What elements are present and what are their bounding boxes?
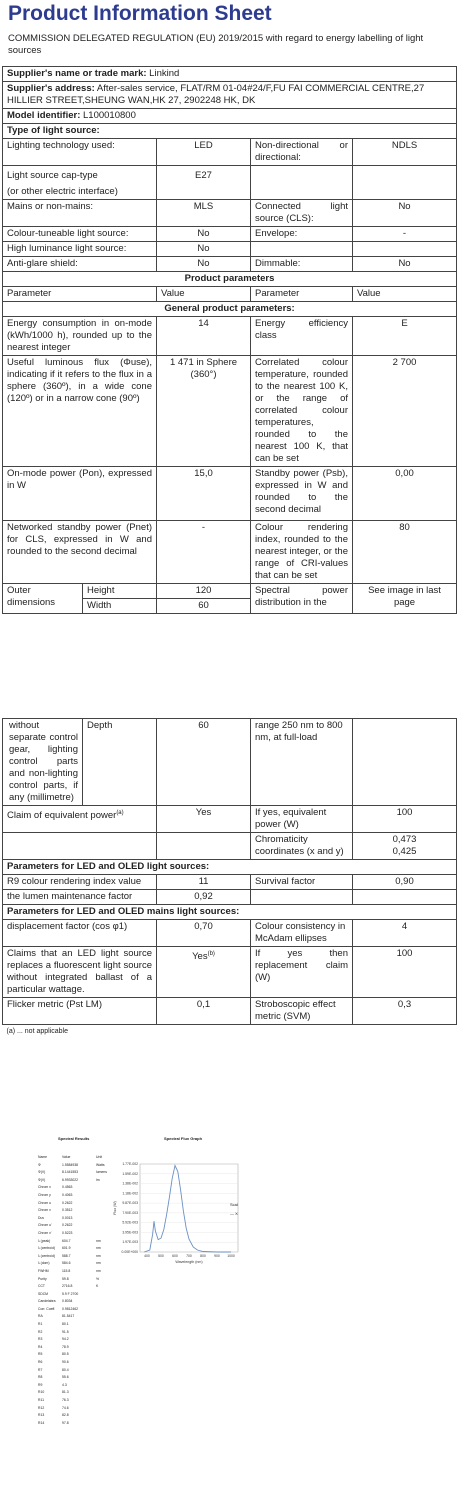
y-tick-label: 1.97E-003 [122, 1240, 138, 1245]
cell: Colour-tuneable light source: [3, 227, 157, 242]
cell: 0,425 [392, 846, 417, 857]
results-cell: K [96, 1284, 99, 1289]
cell: Lighting technology used: [3, 139, 157, 166]
results-row [38, 1412, 110, 1420]
cell: Yes [157, 806, 251, 833]
cell: - [353, 227, 457, 242]
results-cell: 584.6 [62, 1261, 71, 1266]
results-cell: 97.8 [62, 1420, 69, 1425]
results-cell: Purity [38, 1276, 47, 1281]
results-cell: 0.8034 [62, 1299, 73, 1304]
y-tick-label: 0.00E+000 [121, 1250, 138, 1254]
cell: 80 [353, 521, 457, 584]
results-cell: RA [38, 1314, 43, 1319]
results-row [38, 1238, 110, 1246]
cell: 100 [353, 947, 457, 998]
cell: 2 700 [353, 356, 457, 467]
results-cell: 2716.8 [62, 1284, 73, 1289]
results-cell [96, 1222, 110, 1230]
cell: Colour consistency in McAdam ellipses [251, 920, 353, 947]
results-cell: Chrom y [38, 1192, 51, 1197]
results-row [38, 1405, 110, 1413]
mains-params-header: Parameters for LED and OLED mains light sources: [3, 905, 457, 920]
spectral-results-title: Spectral Results [58, 1136, 90, 1141]
results-cell: FWHM [38, 1268, 49, 1273]
cell: Connected light source (CLS): [251, 200, 353, 227]
x-tick-label: 1000 [227, 1254, 235, 1258]
results-cell [96, 1215, 110, 1223]
results-row [38, 1329, 110, 1337]
page-title: Product Information Sheet [8, 2, 272, 25]
x-axis-label: Wavelength (nm) [175, 1260, 203, 1264]
results-row [38, 1184, 110, 1192]
results-cell [96, 1351, 110, 1359]
cell: Energy consumption in on-mode (kWh/1000 h), rounded up to the nearest integer [3, 317, 157, 356]
cell: Non-directional or directional: [251, 139, 353, 166]
results-cell: Φ [38, 1162, 41, 1167]
supplier-name: Linkind [149, 68, 180, 79]
results-cell: 601.9 [62, 1246, 71, 1251]
results-row [38, 1298, 110, 1306]
results-cell: Value [62, 1155, 71, 1159]
table-row [3, 947, 457, 998]
y-tick-label: 1.18E-002 [122, 1191, 138, 1196]
cell: If yes then replacement claim (W) [251, 947, 353, 998]
supplier-row [3, 67, 457, 82]
cell: Yes [192, 951, 208, 963]
cell: 0,00 [353, 467, 457, 521]
cell: 11 [157, 875, 251, 890]
results-cell [96, 1367, 110, 1375]
regulation-text: COMMISSION DELEGATED REGULATION (EU) 2019/2015 with regard to energy labelling of light sources [8, 33, 424, 56]
table-row [3, 920, 457, 947]
cell: Useful luminous flux (Φuse), indicating if it refers to the flux in a sphere (360º), in a wide cone (120º) or in a narrow cone (90º) [3, 356, 157, 467]
results-cell: Candelabra [38, 1299, 56, 1304]
results-cell: 82.8 [62, 1413, 69, 1418]
results-row [38, 1306, 110, 1314]
results-row [38, 1351, 110, 1359]
table-row [3, 200, 457, 227]
cell: Claim of equivalent power [7, 810, 117, 822]
results-cell: R10 [38, 1390, 45, 1395]
results-row [38, 1344, 110, 1352]
results-row [38, 1374, 110, 1382]
cell: Standby power (Psb), expressed in W and rounded to the second decimal [251, 467, 353, 521]
supplier-address-label: Supplier's address: [7, 83, 95, 94]
results-cell: lm [96, 1177, 100, 1182]
results-cell [96, 1298, 110, 1306]
cell: 60 [157, 599, 251, 614]
cell: E [353, 317, 457, 356]
cell: No [157, 257, 251, 272]
results-cell [96, 1192, 110, 1200]
results-cell: λ (dom) [38, 1261, 50, 1266]
results-row [38, 1268, 110, 1276]
results-cell: R6 [38, 1360, 43, 1365]
address-row [3, 82, 457, 109]
results-cell: R7 [38, 1367, 43, 1372]
product-params-header: Product parameters [3, 272, 457, 287]
cell: High luminance light source: [3, 242, 157, 257]
model-label: Model identifier: [7, 110, 81, 121]
results-cell: 74.6 [62, 1405, 69, 1410]
y-tick-label: 7.90E-003 [122, 1210, 138, 1215]
results-row [38, 1230, 110, 1238]
results-cell: λ (centroid) [38, 1253, 55, 1258]
results-row [38, 1276, 110, 1284]
table-row [3, 806, 457, 833]
results-cell: 1.5584938 [62, 1162, 79, 1167]
table-row [3, 227, 457, 242]
results-row [38, 1169, 110, 1177]
led-params-header: Parameters for LED and OLED light sources: [3, 860, 457, 875]
results-cell: 81.5417 [62, 1314, 75, 1319]
results-cell: nm [96, 1238, 101, 1243]
y-tick-label: 1.77E-002 [122, 1162, 138, 1166]
legend-entry: — X [230, 1211, 238, 1216]
results-cell [96, 1306, 110, 1314]
cell: 0,1 [157, 998, 251, 1025]
cell: No [353, 257, 457, 272]
results-row [38, 1389, 110, 1397]
info-table-continued [2, 718, 457, 1039]
type-header: Type of light source: [3, 124, 457, 139]
table-row [3, 356, 457, 467]
table-row [3, 998, 457, 1025]
results-row [38, 1382, 110, 1390]
cell: (or other electric interface) [7, 186, 118, 197]
col-header: Parameter [3, 287, 157, 302]
cell: Survival factor [251, 875, 353, 890]
results-cell [96, 1313, 110, 1321]
results-cell: R3 [38, 1337, 43, 1342]
results-cell: nm [96, 1253, 101, 1258]
cell: Height [83, 584, 157, 599]
cell: - [157, 521, 251, 584]
x-tick-label: 900 [214, 1254, 220, 1258]
legend-title: Scal [230, 1202, 238, 1207]
x-tick-label: 600 [172, 1254, 178, 1258]
results-cell: 59.8 [62, 1276, 69, 1281]
results-cell: CCT [38, 1284, 45, 1289]
results-cell: Chrom u' [38, 1223, 52, 1228]
results-cell [96, 1397, 110, 1405]
results-header-row [38, 1154, 110, 1162]
model-row [3, 109, 457, 124]
table-row [3, 317, 457, 356]
cell: Networked standby power (Pnet) for CLS, expressed in W and rounded to the second decimal [3, 521, 157, 584]
results-cell: R12 [38, 1405, 45, 1410]
results-cell [96, 1207, 110, 1215]
results-cell [96, 1336, 110, 1344]
results-row [38, 1162, 110, 1170]
spectral-image [34, 1136, 244, 1498]
results-cell: Φ(V) [38, 1177, 46, 1182]
general-params-header: General product parameters: [3, 302, 457, 317]
results-row [38, 1200, 110, 1208]
results-cell [96, 1344, 110, 1352]
results-cell: 91.5 [62, 1329, 69, 1334]
results-row [38, 1253, 110, 1261]
results-cell: 0.2622 [62, 1223, 73, 1228]
table-row [3, 166, 457, 200]
table-section-2 [0, 718, 458, 1100]
results-cell: nm [96, 1246, 101, 1251]
cell: LED [157, 139, 251, 166]
results-cell: 115.8 [62, 1268, 71, 1273]
results-cell: nm [96, 1268, 101, 1273]
results-cell [96, 1184, 110, 1192]
results-row [38, 1192, 110, 1200]
table-section-1 [0, 0, 458, 688]
results-cell: 76.3 [62, 1398, 69, 1402]
results-cell [96, 1291, 110, 1299]
results-cell [96, 1412, 110, 1420]
table-row [3, 242, 457, 257]
results-cell: 80.5 [62, 1352, 69, 1357]
supplier-address: After-sales service, FLAT/RM 01-04#24/F,FU FAI COMMERCIAL CENTRE,27 HILLIER STREET,SHEUNG WAN,HK 27, 2902248 HK, DK [7, 83, 425, 106]
results-cell: 94.2 [62, 1337, 69, 1342]
table-row [3, 875, 457, 890]
results-cell [96, 1321, 110, 1329]
footnote: (a) ... not applicable [6, 1028, 68, 1035]
results-cell: R5 [38, 1352, 43, 1357]
results-cell: R14 [38, 1420, 45, 1425]
superscript: (a) [116, 810, 124, 816]
y-tick-label: 9.87E-003 [122, 1201, 138, 1206]
results-cell: Chrom v' [38, 1230, 52, 1235]
results-cell: 4.3 [62, 1382, 67, 1387]
results-row [38, 1283, 110, 1291]
cell: Dimmable: [251, 257, 353, 272]
cell: Stroboscopic effect metric (SVM) [251, 998, 353, 1025]
cell: Colour rendering index, rounded to the nearest integer, or the range of CRI-values that can be set [251, 521, 353, 584]
results-cell: R9 [38, 1382, 43, 1387]
info-table [2, 66, 457, 614]
results-row [38, 1207, 110, 1215]
results-cell: Chrom x [38, 1185, 51, 1190]
results-cell: Φ(V) [38, 1170, 46, 1175]
results-row [38, 1291, 110, 1299]
results-cell: 81.3 [62, 1390, 69, 1395]
results-cell: R13 [38, 1413, 45, 1418]
cell: On-mode power (Pon), expressed in W [3, 467, 157, 521]
results-cell: 604.7 [62, 1238, 71, 1243]
cell: range 250 nm to 800 nm, at full-load [251, 719, 353, 806]
results-cell [96, 1389, 110, 1397]
col-header: Value [157, 287, 251, 302]
col-header: Value [353, 287, 457, 302]
results-cell: nm [96, 1261, 101, 1266]
results-cell: λ (peak) [38, 1238, 51, 1243]
results-cell [96, 1329, 110, 1337]
cell: the lumen maintenance factor [3, 890, 157, 905]
cell: If yes, equivalent power (W) [251, 806, 353, 833]
cell: Envelope: [251, 227, 353, 242]
results-row [38, 1245, 110, 1253]
results-cell: 0.4063 [62, 1192, 73, 1197]
results-row [38, 1321, 110, 1329]
results-cell: 0.3512 [62, 1208, 73, 1213]
results-cell: 8.1441553 [62, 1170, 79, 1175]
table-row [3, 890, 457, 905]
y-tick-label: 3.95E-003 [122, 1230, 138, 1235]
results-cell: 80.1 [62, 1322, 69, 1327]
results-cell: λ (centroid) [38, 1246, 55, 1251]
spectral-flux-chart [112, 1158, 244, 1268]
cell: Chromaticity coordinates (x and y) [251, 833, 353, 860]
model-value: L100010800 [83, 110, 136, 121]
cell: MLS [157, 200, 251, 227]
cell: Light source cap-type [7, 170, 98, 181]
y-tick-label: 1.38E-002 [122, 1181, 138, 1186]
results-row [38, 1359, 110, 1367]
cell: No [157, 242, 251, 257]
results-cell: Corr. Coeff. [38, 1306, 56, 1311]
cell: 0,473 [392, 834, 417, 845]
table-row [3, 584, 457, 599]
results-cell: 0.5223 [62, 1230, 73, 1235]
results-cell: R4 [38, 1344, 43, 1349]
results-cell: Chrom u [38, 1200, 52, 1205]
results-cell: 0.4563 [62, 1185, 73, 1190]
cell: 1 471 in Sphere (360°) [157, 356, 251, 467]
cell: R9 colour rendering index value [3, 875, 157, 890]
results-cell [96, 1359, 110, 1367]
results-cell: 0.2622 [62, 1200, 73, 1205]
cell: Mains or non-mains: [3, 200, 157, 227]
results-cell [96, 1200, 110, 1208]
cell: See image in last page [353, 584, 457, 614]
table-row [3, 719, 457, 806]
cell: without separate control gear, lighting control parts and non-lighting control parts, if any (millimetre) [3, 719, 83, 806]
results-cell: 5.9 F 2700 [62, 1291, 79, 1296]
results-cell: 0.9812462 [62, 1306, 79, 1311]
results-row [38, 1420, 110, 1428]
results-cell: R2 [38, 1329, 43, 1334]
x-tick-label: 800 [200, 1254, 206, 1258]
cell: Depth [83, 719, 157, 806]
table-row [3, 833, 457, 860]
cell: 4 [353, 920, 457, 947]
y-tick-label: 1.59E-002 [122, 1171, 138, 1176]
spectral-results-table [38, 1154, 110, 1427]
results-cell: R11 [38, 1398, 44, 1402]
cell: Width [83, 599, 157, 614]
table-row [3, 139, 457, 166]
cell: Outer dimensions [3, 584, 83, 614]
cell: No [353, 200, 457, 227]
y-axis-label: Flux (W) [113, 1201, 117, 1215]
results-cell: Name [38, 1155, 48, 1159]
column-headers [3, 287, 457, 302]
cell: displacement factor (cos φ1) [3, 920, 157, 947]
results-cell [96, 1230, 110, 1238]
cell: 15,0 [157, 467, 251, 521]
results-cell: 80.4 [62, 1367, 69, 1372]
results-cell: 588.7 [62, 1253, 71, 1258]
chart-legend [230, 1202, 238, 1216]
results-cell: lumens [96, 1170, 107, 1175]
results-cell: % [96, 1276, 100, 1281]
results-cell: R8 [38, 1375, 43, 1380]
cell: 120 [157, 584, 251, 599]
results-cell [96, 1420, 110, 1428]
cell: No [157, 227, 251, 242]
results-row [38, 1177, 110, 1185]
y-tick-label: 5.92E-003 [122, 1220, 138, 1225]
results-row [38, 1222, 110, 1230]
results-row [38, 1313, 110, 1321]
results-cell: R1 [38, 1322, 43, 1327]
table-row [3, 257, 457, 272]
cell: Anti-glare shield: [3, 257, 157, 272]
results-cell: 90.6 [62, 1360, 69, 1365]
results-row [38, 1260, 110, 1268]
superscript: (b) [207, 951, 215, 957]
results-row [38, 1367, 110, 1375]
cell: 14 [157, 317, 251, 356]
results-cell: 78.9 [62, 1344, 69, 1349]
results-cell: Chrom v [38, 1208, 51, 1213]
results-row [38, 1215, 110, 1223]
table-row [3, 467, 457, 521]
results-cell [96, 1382, 110, 1390]
x-tick-label: 500 [158, 1254, 164, 1258]
cell: Claims that an LED light source replaces a fluorescent light source without integrated ballast of a particular wattage. [3, 947, 157, 998]
results-cell: 55.6 [62, 1375, 69, 1380]
cell: NDLS [353, 139, 457, 166]
table-row [3, 521, 457, 584]
cell: Flicker metric (Pst LM) [3, 998, 157, 1025]
x-tick-label: 400 [144, 1254, 150, 1258]
cell: 100 [353, 806, 457, 833]
supplier-name-label: Supplier's name or trade mark: [7, 68, 147, 79]
cell: 60 [157, 719, 251, 806]
cell: 0,90 [353, 875, 457, 890]
cell: Energy efficiency class [251, 317, 353, 356]
results-cell [96, 1374, 110, 1382]
cell: Spectral power distribution in the [251, 584, 353, 614]
results-cell [96, 1405, 110, 1413]
spectral-graph-title: Spectral Flux Graph [164, 1136, 203, 1141]
cell: 0,3 [353, 998, 457, 1025]
results-cell: SDCM [38, 1291, 48, 1296]
results-cell: Duv [38, 1215, 45, 1220]
cell: 0,70 [157, 920, 251, 947]
results-cell: Watts [96, 1162, 105, 1167]
results-cell: Unit [96, 1155, 103, 1159]
cell: 0,92 [157, 890, 251, 905]
x-tick-label: 700 [186, 1254, 192, 1258]
results-row [38, 1397, 110, 1405]
cell: Correlated colour temperature, rounded to the nearest 100 K, or the range of correlated colour temperatures, rounded to the nearest 100 K, that can be set [251, 356, 353, 467]
results-row [38, 1336, 110, 1344]
results-cell: 0.0013 [62, 1215, 73, 1220]
col-header: Parameter [251, 287, 353, 302]
cell: E27 [157, 166, 251, 200]
results-cell: 6.9933022 [62, 1177, 79, 1182]
